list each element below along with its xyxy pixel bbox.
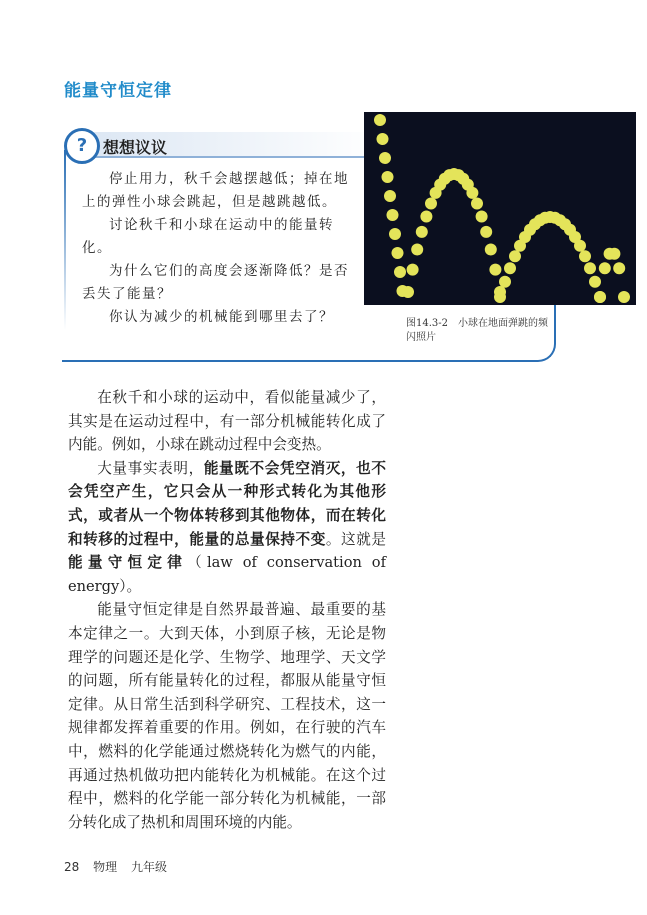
bouncing-ball-strobe-photo bbox=[364, 112, 636, 305]
ball-image bbox=[407, 264, 419, 276]
think-paragraph: 停止用力，秋千会越摆越低；掉在地上的弹性小球会跳起，但是越跳越低。 bbox=[82, 171, 349, 210]
ball-image bbox=[411, 244, 423, 256]
text: 大量事实表明， bbox=[97, 459, 204, 477]
ball-image bbox=[599, 262, 611, 274]
subject: 物理 bbox=[93, 860, 118, 875]
text: （law of conservation of energy）。 bbox=[68, 554, 386, 595]
ball-image bbox=[420, 210, 432, 222]
ball-image bbox=[489, 264, 501, 276]
ball-image bbox=[584, 262, 596, 274]
ball-image bbox=[466, 187, 478, 199]
ball-image bbox=[494, 291, 506, 303]
ball-image bbox=[402, 286, 414, 298]
ball-image bbox=[613, 262, 625, 274]
ball-image bbox=[416, 226, 428, 238]
ball-image bbox=[504, 262, 516, 274]
grade: 九年级 bbox=[130, 860, 167, 875]
ball-image bbox=[485, 244, 497, 256]
page-number: 28 bbox=[64, 860, 80, 875]
ball-image bbox=[394, 266, 406, 278]
body-text bbox=[68, 386, 386, 834]
think-paragraph: 讨论秋千和小球在运动中的能量转化。 bbox=[82, 217, 334, 256]
think-paragraph: 你认为减少的机械能到哪里去了？ bbox=[109, 309, 334, 325]
ball-image bbox=[594, 291, 606, 303]
ball-image bbox=[392, 247, 404, 259]
law-statement: 能量既不会凭空消灭，也不会凭空产生，它只会从一种形式转化为其他形式，或者从一个物体转移到其他物体，而在转化和转移的过程中，能量的总量保持不变 bbox=[68, 459, 386, 548]
ball-image bbox=[387, 209, 399, 221]
ball-image bbox=[389, 228, 401, 240]
ball-image bbox=[471, 198, 483, 210]
law-term: 能量守恒定律 bbox=[68, 554, 188, 572]
ball-image bbox=[574, 240, 586, 252]
think-paragraph: 为什么它们的高度会逐渐降低？是否丢失了能量？ bbox=[82, 263, 349, 302]
ball-image bbox=[499, 276, 511, 288]
ball-image bbox=[579, 250, 591, 262]
figure-caption: 图14.3-2 小球在地面弹跳的频闪照片 bbox=[406, 318, 549, 343]
ball-image bbox=[480, 226, 492, 238]
ball-image bbox=[618, 291, 630, 303]
ball-image bbox=[608, 248, 620, 260]
think-box-heading: 想想议议 bbox=[103, 138, 168, 157]
ball-image bbox=[509, 250, 521, 262]
thinking-face-icon: ? bbox=[64, 128, 100, 164]
body-paragraph: 在秋千和小球的运动中，看似能量减少了，其实是在运动过程中，有一部分机械能转化成了内能。例如，小球在跳动过程中会变热。 bbox=[68, 389, 386, 454]
ball-image bbox=[425, 198, 437, 210]
section-title: 能量守恒定律 bbox=[64, 81, 172, 101]
text: 。这就是 bbox=[325, 530, 386, 548]
body-paragraph: 能量守恒定律是自然界最普遍、最重要的基本定律之一。大到天体，小到原子核，无论是物理学的问题还是化学、生物学、地理学、天文学的问题，所有能量转化的过程，都服从能量守恒定律。从日常生活到科学研究、工程技术，这一规律都发挥着重要的作用。例如，在行驶的汽车中，燃料的化学能通过燃烧转化为燃气的内能，再通过热机做功把内能转化为机械能。在这个过程中，燃料的化学能一部分转化为机械能，一部分转化成了热机和周围环境的内能。 bbox=[68, 601, 386, 831]
body-paragraph bbox=[68, 457, 386, 599]
ball-image bbox=[589, 276, 601, 288]
page-footer bbox=[64, 858, 386, 915]
ball-image bbox=[476, 210, 488, 222]
